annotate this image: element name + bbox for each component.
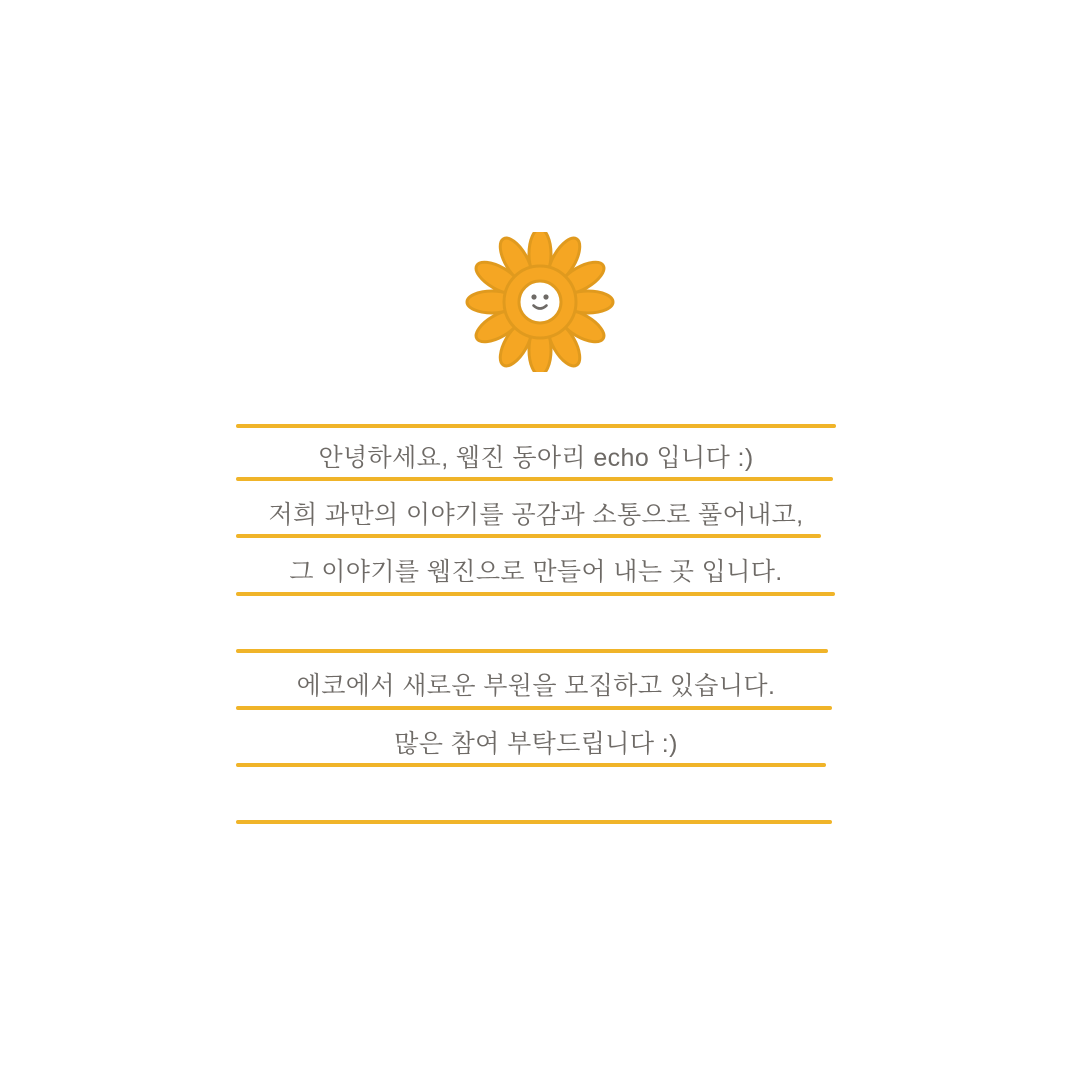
- note-lines: [236, 424, 836, 824]
- note-line-4: [236, 596, 836, 653]
- note-line-2: [236, 481, 836, 538]
- note-line-7: [236, 767, 836, 824]
- note-line-1: [236, 424, 836, 481]
- note-line-5: [236, 653, 836, 710]
- note-line-1-text: 안녕하세요, 웹진 동아리 echo 입니다 :): [318, 443, 754, 472]
- note-line-7-rule: [236, 820, 832, 824]
- note-line-6: [236, 710, 836, 767]
- note-line-3-text: 그 이야기를 웹진으로 만들어 내는 곳 입니다.: [289, 558, 783, 587]
- note-line-2-text: 저희 과만의 이야기를 공감과 소통으로 풀어내고,: [268, 500, 804, 529]
- note-line-3: [236, 538, 836, 595]
- note-line-5-text: 에코에서 새로운 부원을 모집하고 있습니다.: [296, 672, 776, 701]
- logo-container: [0, 232, 1080, 372]
- smiling-flower-icon: [465, 232, 615, 372]
- note-line-6-text: 많은 참여 부탁드립니다 :): [394, 729, 678, 758]
